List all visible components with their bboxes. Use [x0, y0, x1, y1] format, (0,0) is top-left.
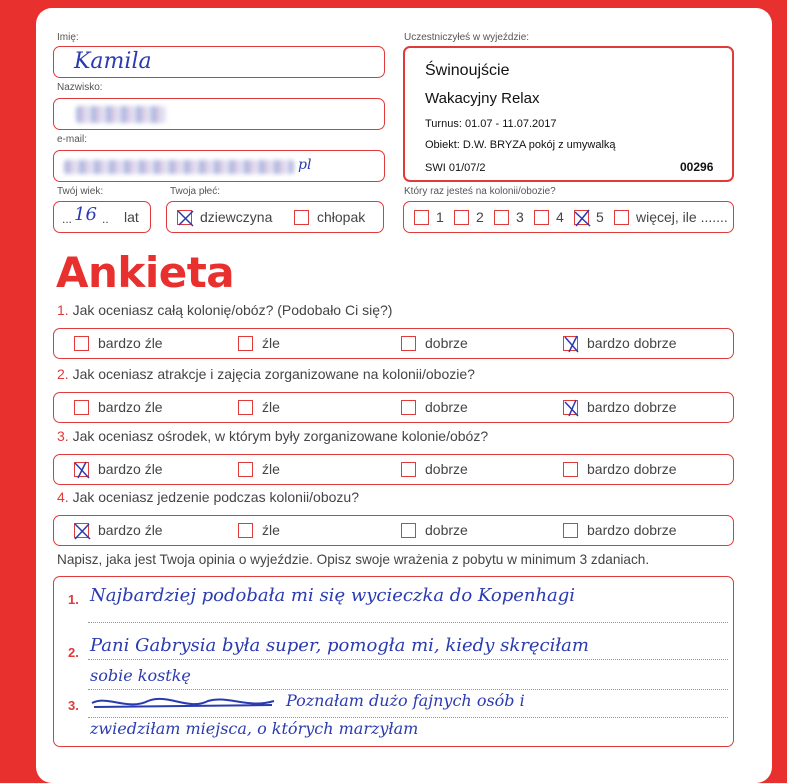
answer-2-line-1: Pani Gabrysia była super, pomogła mi, kiedy skręciłam [90, 635, 589, 656]
check-mark-icon [572, 208, 593, 229]
answer-2-line-2: sobie kostkę [90, 666, 191, 685]
age-dots-right: .. [102, 212, 109, 226]
answer-line [88, 622, 728, 623]
opinion-prompt: Napisz, jaka jest Twoja opinia o wyjeździe. Opisz swoje wrażenia z pobytu w minimum 3 zdaniach. [57, 552, 650, 567]
question-4-checkbox-2[interactable] [238, 523, 253, 538]
question-4 [57, 489, 359, 505]
turnus-value: 01.07 - 11.07.2017 [464, 118, 557, 130]
first-name-field[interactable] [53, 46, 385, 78]
camp-obiekt [425, 139, 616, 151]
question-4-option-2: źle [262, 522, 280, 538]
times-option-3: 3 [516, 209, 524, 225]
answer-3-number: 3. [68, 698, 79, 713]
question-1-option-1: bardzo źle [98, 335, 163, 351]
question-4-option-3: dobrze [425, 522, 468, 538]
times-checkbox-4[interactable] [534, 210, 549, 225]
age-field[interactable] [53, 201, 151, 233]
question-3-checkbox-3[interactable] [401, 462, 416, 477]
redacted-email [64, 160, 294, 174]
question-4-option-4: bardzo dobrze [587, 522, 677, 538]
opinion-box[interactable] [53, 576, 734, 747]
question-1 [57, 302, 392, 318]
survey-title: Ankieta [56, 248, 235, 297]
times-field [403, 201, 734, 233]
camp-label: Uczestniczyłeś w wyjeździe: [404, 32, 530, 43]
question-number: 1. [57, 302, 69, 318]
question-text: Jak oceniasz atrakcje i zajęcia zorganizowane na kolonii/obozie? [72, 366, 475, 382]
gender-label: Twoja płeć: [170, 186, 221, 197]
camp-turnus [425, 118, 557, 130]
times-checkbox-2[interactable] [454, 210, 469, 225]
gender-option-girl: dziewczyna [200, 209, 273, 225]
question-3-checkbox-1[interactable] [74, 462, 89, 477]
question-text: Jak oceniasz jedzenie podczas kolonii/obozu? [72, 489, 359, 505]
question-2-option-4: bardzo dobrze [587, 399, 677, 415]
check-mark-icon [561, 334, 582, 355]
redacted-last-name [76, 106, 166, 123]
last-name-label: Nazwisko: [57, 82, 103, 93]
gender-checkbox-girl[interactable] [177, 210, 192, 225]
question-3-checkbox-2[interactable] [238, 462, 253, 477]
age-dots-left: ... [62, 212, 73, 226]
times-checkbox-more[interactable] [614, 210, 629, 225]
times-checkbox-1[interactable] [414, 210, 429, 225]
gender-field [166, 201, 384, 233]
times-checkbox-3[interactable] [494, 210, 509, 225]
question-1-option-3: dobrze [425, 335, 468, 351]
email-tail: pl [298, 157, 312, 173]
question-4-options [53, 515, 734, 546]
question-2-checkbox-4[interactable] [563, 400, 578, 415]
question-text: Jak oceniasz ośrodek, w którym były zorganizowane kolonie/obóz? [72, 428, 489, 444]
camp-place: Świnoujście [425, 62, 510, 79]
answer-3-line-1: Poznałam dużo fajnych osób i [286, 691, 525, 710]
question-number: 3. [57, 428, 69, 444]
age-unit: lat [124, 209, 139, 225]
question-2-option-1: bardzo źle [98, 399, 163, 415]
question-1-option-2: źle [262, 335, 280, 351]
answer-line [88, 717, 728, 718]
camp-number: 00296 [680, 160, 714, 174]
obiekt-label: Obiekt: [425, 139, 460, 151]
email-field[interactable] [53, 150, 385, 182]
scribble-crossout [88, 691, 278, 715]
answer-1-line-1: Najbardziej podobała mi się wycieczka do Kopenhagi [90, 585, 576, 606]
times-label: Który raz jesteś na kolonii/obozie? [404, 186, 556, 197]
age-value: 16 [74, 204, 97, 225]
camp-code: SWI 01/07/2 [425, 162, 486, 174]
answer-1-number: 1. [68, 592, 79, 607]
question-2-options [53, 392, 734, 423]
question-2-checkbox-1[interactable] [74, 400, 89, 415]
question-3-option-3: dobrze [425, 461, 468, 477]
question-1-checkbox-4[interactable] [563, 336, 578, 351]
question-2-checkbox-2[interactable] [238, 400, 253, 415]
question-number: 4. [57, 489, 69, 505]
check-mark-icon [72, 460, 93, 481]
question-1-checkbox-2[interactable] [238, 336, 253, 351]
question-2-option-2: źle [262, 399, 280, 415]
answer-line [88, 659, 728, 660]
obiekt-value: D.W. BRYZA pokój z umywalką [462, 139, 616, 151]
gender-option-boy: chłopak [317, 209, 366, 225]
times-checkbox-5[interactable] [574, 210, 589, 225]
question-number: 2. [57, 366, 69, 382]
question-3-checkbox-4[interactable] [563, 462, 578, 477]
times-option-5: 5 [596, 209, 604, 225]
times-option-2: 2 [476, 209, 484, 225]
first-name-label: Imię: [57, 32, 79, 43]
question-2 [57, 366, 475, 382]
times-option-1: 1 [436, 209, 444, 225]
question-1-checkbox-3[interactable] [401, 336, 416, 351]
age-label: Twój wiek: [57, 186, 104, 197]
turnus-label: Turnus: [425, 118, 462, 130]
gender-checkbox-boy[interactable] [294, 210, 309, 225]
answer-3-line-2: zwiedziłam miejsca, o których marzyłam [90, 719, 419, 738]
question-3-option-1: bardzo źle [98, 461, 163, 477]
question-4-option-1: bardzo źle [98, 522, 163, 538]
question-1-options [53, 328, 734, 359]
camp-name: Wakacyjny Relax [425, 90, 540, 107]
answer-2-number: 2. [68, 645, 79, 660]
question-4-checkbox-1[interactable] [74, 523, 89, 538]
first-name-value: Kamila [74, 49, 152, 74]
camp-info-box [403, 46, 734, 182]
last-name-field[interactable] [53, 98, 385, 130]
question-3-option-4: bardzo dobrze [587, 461, 677, 477]
question-3-options [53, 454, 734, 485]
question-text: Jak oceniasz całą kolonię/obóz? (Podobało Ci się?) [72, 302, 393, 318]
times-option-4: 4 [556, 209, 564, 225]
question-3 [57, 428, 488, 444]
answer-line [88, 689, 728, 690]
question-1-option-4: bardzo dobrze [587, 335, 677, 351]
question-2-option-3: dobrze [425, 399, 468, 415]
check-mark-icon [72, 521, 93, 542]
email-label: e-mail: [57, 134, 88, 145]
question-4-checkbox-3[interactable] [401, 523, 416, 538]
question-4-checkbox-4[interactable] [563, 523, 578, 538]
question-3-option-2: źle [262, 461, 280, 477]
check-mark-icon [561, 398, 582, 419]
question-1-checkbox-1[interactable] [74, 336, 89, 351]
check-mark-icon [175, 208, 196, 229]
times-option-more: więcej, ile ....... [636, 209, 728, 225]
question-2-checkbox-3[interactable] [401, 400, 416, 415]
